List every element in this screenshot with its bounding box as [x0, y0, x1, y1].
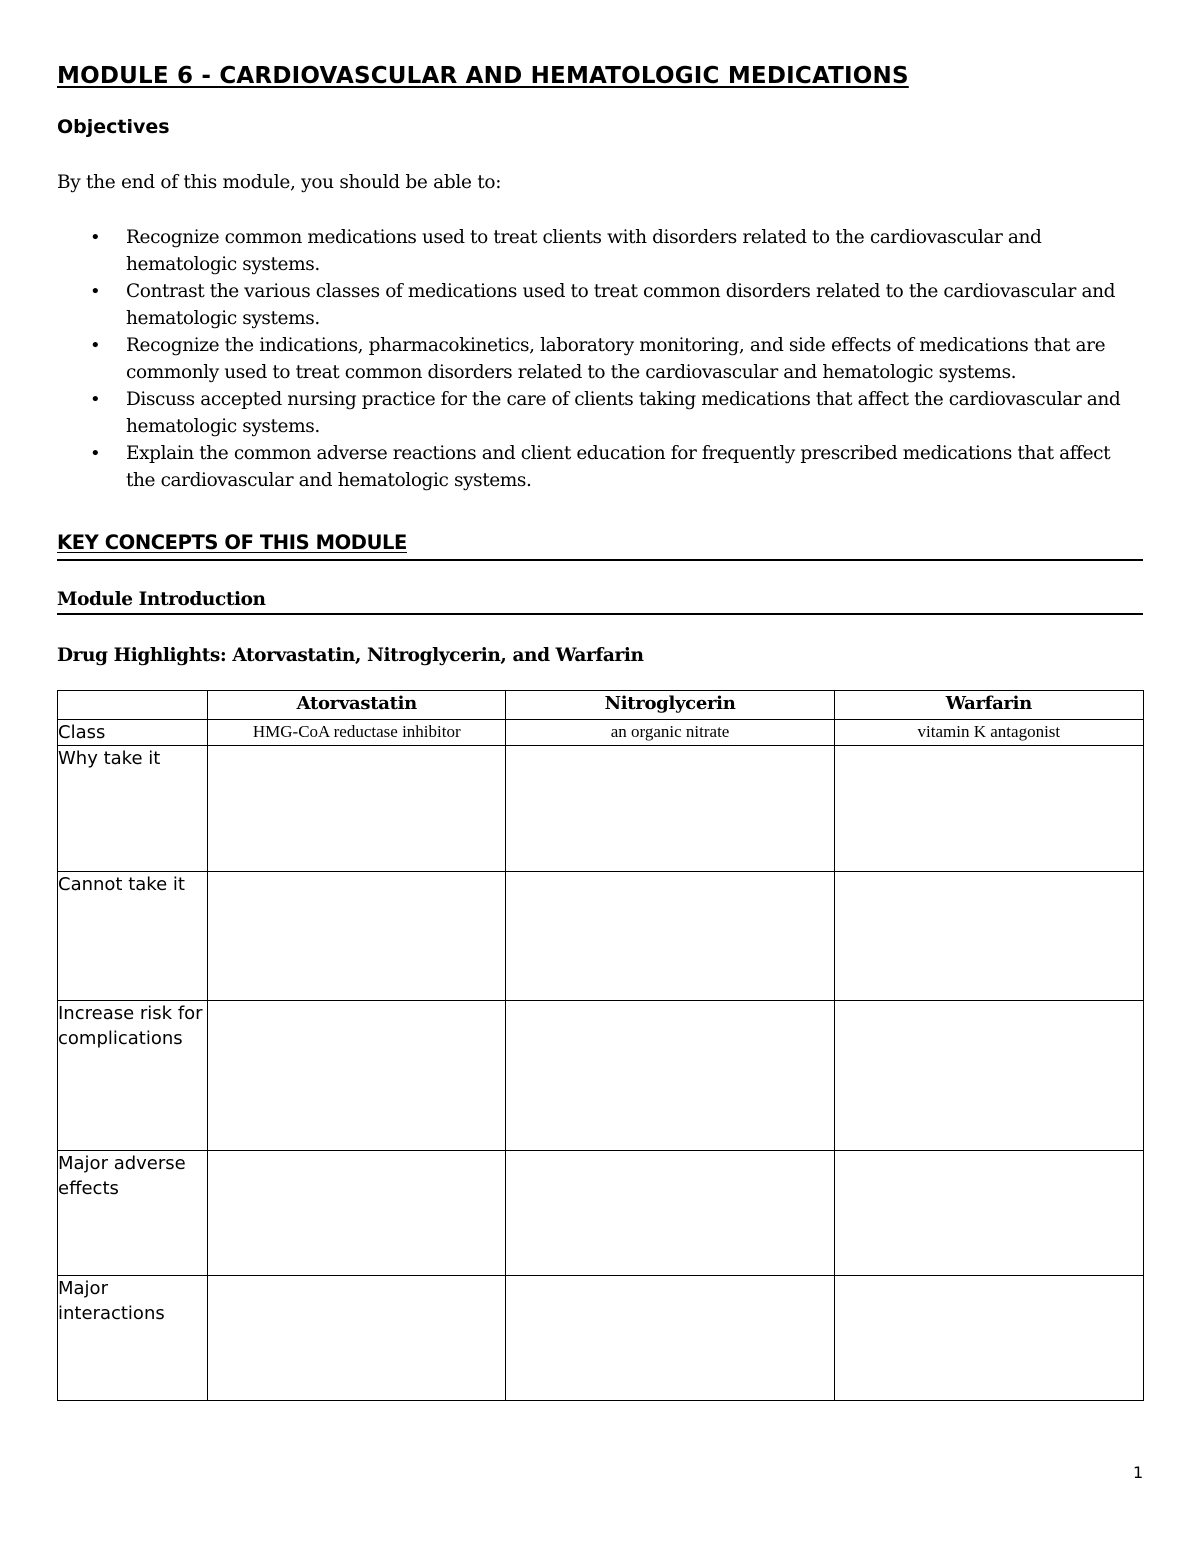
module-introduction-heading: Module Introduction [57, 589, 266, 610]
bullet-icon: • [90, 281, 101, 302]
module-title: MODULE 6 - CARDIOVASCULAR AND HEMATOLOGIC MEDICATIONS [57, 63, 909, 89]
objective-item: • Recognize the indications, pharmacokinetics, laboratory monitoring, and side effects of medications that are commonly used to treat common disorders related to the cardiovascular and hematologic systems. [57, 332, 1143, 386]
table-row [58, 1001, 1144, 1151]
table-cell[interactable] [506, 872, 834, 1001]
row-label-why-take-it: Why take it [58, 746, 208, 872]
row-label-major-adverse-effects: Major adverse effects [58, 1151, 208, 1276]
table-row [58, 746, 1144, 872]
class-cell-atorvastatin: HMG-CoA reductase inhibitor [208, 720, 506, 746]
table-cell[interactable] [208, 1001, 506, 1151]
row-label-increase-risk: Increase risk for complications [58, 1001, 208, 1151]
table-corner-cell [58, 691, 208, 720]
drug-highlights-table [57, 690, 1144, 1401]
table-row [58, 1276, 1144, 1401]
drug-header-atorvastatin: Atorvastatin [208, 691, 506, 720]
bullet-icon: • [90, 443, 101, 464]
row-label-major-interactions: Major interactions [58, 1276, 208, 1401]
objective-item: • Explain the common adverse reactions and client education for frequently prescribed medications that affect the cardiovascular and hematologic systems. [57, 440, 1143, 494]
bullet-icon: • [90, 389, 101, 410]
objective-item: • Contrast the various classes of medications used to treat common disorders related to the cardiovascular and hematologic systems. [57, 278, 1143, 332]
bullet-icon: • [90, 335, 101, 356]
table-cell[interactable] [506, 1151, 834, 1276]
table-cell[interactable] [834, 1001, 1143, 1151]
drug-header-nitroglycerin: Nitroglycerin [506, 691, 834, 720]
table-row [58, 720, 1144, 746]
bullet-icon: • [90, 227, 101, 248]
objectives-list [57, 224, 1143, 494]
class-cell-warfarin: vitamin K antagonist [834, 720, 1143, 746]
key-concepts-section-header [57, 529, 1143, 561]
drug-header-warfarin: Warfarin [834, 691, 1143, 720]
table-cell[interactable] [208, 1151, 506, 1276]
table-header-row [58, 691, 1144, 720]
table-cell[interactable] [208, 746, 506, 872]
table-cell[interactable] [506, 1001, 834, 1151]
table-cell[interactable] [834, 1151, 1143, 1276]
table-cell[interactable] [506, 746, 834, 872]
table-cell[interactable] [834, 872, 1143, 1001]
objective-item: • Discuss accepted nursing practice for the care of clients taking medications that affect the cardiovascular and hematologic systems. [57, 386, 1143, 440]
table-row [58, 1151, 1144, 1276]
table-cell[interactable] [834, 1276, 1143, 1401]
key-concepts-heading: KEY CONCEPTS OF THIS MODULE [57, 531, 407, 554]
objectives-intro: By the end of this module, you should be able to: [57, 172, 502, 193]
module-introduction-header [57, 589, 1143, 615]
table-cell[interactable] [208, 1276, 506, 1401]
class-cell-nitroglycerin: an organic nitrate [506, 720, 834, 746]
row-label-cannot-take-it: Cannot take it [58, 872, 208, 1001]
table-row [58, 872, 1144, 1001]
table-cell[interactable] [834, 746, 1143, 872]
document-page [57, 58, 1143, 669]
objectives-heading: Objectives [57, 116, 170, 138]
drug-highlights-heading: Drug Highlights: Atorvastatin, Nitroglycerin, and Warfarin [57, 645, 644, 666]
table-cell[interactable] [506, 1276, 834, 1401]
page-number: 1 [1133, 1463, 1144, 1482]
table-cell[interactable] [208, 872, 506, 1001]
objective-item: • Recognize common medications used to treat clients with disorders related to the cardiovascular and hematologic systems. [57, 224, 1143, 278]
row-label-class: Class [58, 720, 208, 746]
